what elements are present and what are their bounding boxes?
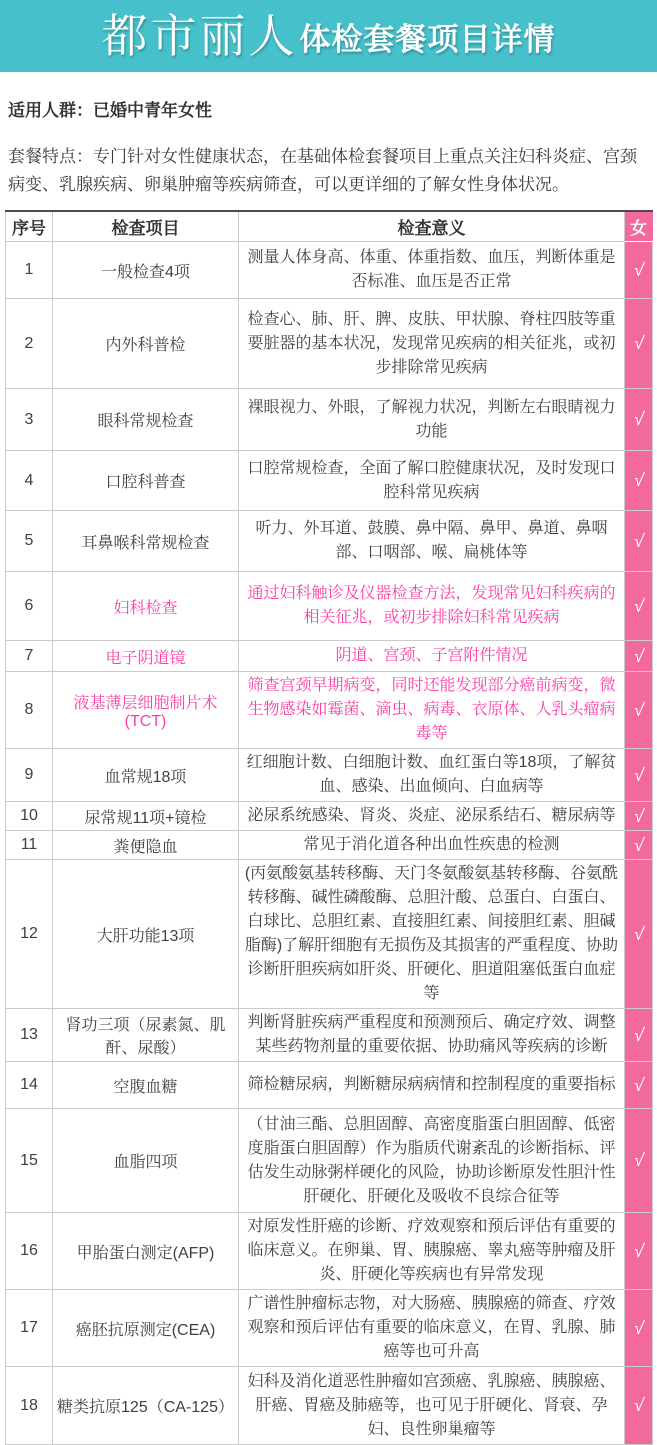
check-cell [625,299,653,389]
check-icon: √ [632,805,645,826]
row-number-cell: 6 [6,572,53,641]
meaning-cell: 裸眼视力、外眼，了解视力状况，判断左右眼睛视力功能 [239,389,625,451]
check-icon: √ [632,699,645,720]
column-header-number: 序号 [6,211,53,242]
check-icon: √ [632,1150,645,1171]
table-header-row [6,211,653,242]
meaning-cell: 测量人体身高、体重、体重指数、血压，判断体重是否标准、血压是否正常 [239,242,625,299]
check-cell [625,1109,653,1213]
intro-section [0,96,657,198]
item-name-cell: 妇科检查 [53,572,239,641]
row-number-cell: 7 [6,641,53,672]
check-icon: √ [632,470,645,491]
check-cell [625,242,653,299]
check-icon: √ [632,530,645,551]
table-row [6,802,653,831]
meaning-cell: 广谱性肿瘤标志物，对大肠癌、胰腺癌的筛查、疗效观察和预后评估有重要的临床意义，在胃、乳腺、肺癌等也可升高 [239,1290,625,1367]
item-name-cell: 一般检查4项 [53,242,239,299]
check-cell [625,749,653,802]
row-number-cell: 13 [6,1009,53,1062]
table-row [6,451,653,511]
check-icon: √ [632,1395,645,1416]
meaning-cell: 判断肾脏疾病严重程度和预测预后、确定疗效、调整某些药物剂量的重要依据、协助痛风等疾病的诊断 [239,1009,625,1062]
row-number-cell: 4 [6,451,53,511]
meaning-cell: 筛检糖尿病，判断糖尿病病情和控制程度的重要指标 [239,1062,625,1109]
audience-line [8,96,649,121]
row-number-cell: 16 [6,1213,53,1290]
meaning-cell: 检查心、肺、肝、脾、皮肤、甲状腺、脊柱四肢等重要脏器的基本状况，发现常见疾病的相关征兆，或初步排除常见疾病 [239,299,625,389]
check-cell [625,802,653,831]
row-number-cell: 9 [6,749,53,802]
item-name-cell: 血常规18项 [53,749,239,802]
table-row [6,1109,653,1213]
exam-items-table [5,210,653,1445]
row-number-cell: 5 [6,511,53,572]
table-row [6,1290,653,1367]
check-cell [625,572,653,641]
features-paragraph [8,143,649,198]
meaning-cell: 听力、外耳道、鼓膜、鼻中隔、鼻甲、鼻道、鼻咽部、口咽部、喉、扁桃体等 [239,511,625,572]
table-row [6,299,653,389]
brand-title: 都市丽人 [101,10,298,62]
item-name-cell: 大肝功能13项 [53,860,239,1009]
item-name-cell: 内外科普检 [53,299,239,389]
item-name-cell: 电子阴道镜 [53,641,239,672]
table-row [6,1062,653,1109]
meaning-cell: 通过妇科触诊及仪器检查方法，发现常见妇科疾病的相关征兆，或初步排除妇科常见疾病 [239,572,625,641]
check-icon: √ [632,1024,645,1045]
row-number-cell: 3 [6,389,53,451]
row-number-cell: 18 [6,1367,53,1445]
check-cell [625,1213,653,1290]
row-number-cell: 11 [6,831,53,860]
row-number-cell: 1 [6,242,53,299]
check-cell [625,860,653,1009]
check-icon: √ [632,333,645,354]
check-cell [625,389,653,451]
check-icon: √ [632,764,645,785]
check-cell [625,641,653,672]
meaning-cell: 泌尿系统感染、肾炎、炎症、泌尿系结石、糖尿病等 [239,802,625,831]
row-number-cell: 12 [6,860,53,1009]
item-name-cell: 耳鼻喉科常规检查 [53,511,239,572]
check-icon: √ [632,834,645,855]
exam-table-body [6,242,653,1445]
item-name-cell: 眼科常规检查 [53,389,239,451]
meaning-cell: 常见于消化道各种出血性疾患的检测 [239,831,625,860]
table-row [6,641,653,672]
table-row [6,1213,653,1290]
table-row [6,389,653,451]
item-name-cell: 癌胚抗原测定(CEA) [53,1290,239,1367]
row-number-cell: 14 [6,1062,53,1109]
audience-value: 已婚中青年女性 [93,101,212,120]
meaning-cell: （甘油三酯、总胆固醇、高密度脂蛋白胆固醇、低密度脂蛋白胆固醇）作为脂质代谢紊乱的诊断指标、评估发生动脉粥样硬化的风险，协助诊断原发性胆汁性肝硬化、肝硬化及吸收不良综合征等 [239,1109,625,1213]
meaning-cell: 对原发性肝癌的诊断、疗效观察和预后评估有重要的临床意义。在卵巢、胃、胰腺癌、睾丸癌等肿瘤及肝炎、肝硬化等疾病也有异常发现 [239,1213,625,1290]
audience-label: 适用人群： [8,101,93,120]
table-row [6,572,653,641]
meaning-cell: 阴道、宫颈、子宫附件情况 [239,641,625,672]
table-row [6,749,653,802]
row-number-cell: 17 [6,1290,53,1367]
row-number-cell: 2 [6,299,53,389]
check-icon: √ [632,259,645,280]
page-title: 体检套餐项目详情 [299,21,556,57]
check-icon: √ [632,923,645,944]
item-name-cell: 甲胎蛋白测定(AFP) [53,1213,239,1290]
check-cell [625,1009,653,1062]
check-cell [625,672,653,749]
item-name-cell: 粪便隐血 [53,831,239,860]
check-cell [625,451,653,511]
column-header-female: 女 [625,211,653,242]
meaning-cell: 妇科及消化道恶性肿瘤如宫颈癌、乳腺癌、胰腺癌、肝癌、胃癌及肺癌等，也可见于肝硬化、肾衰、孕妇、良性卵巢瘤等 [239,1367,625,1445]
check-icon: √ [632,409,645,430]
check-cell [625,1062,653,1109]
check-cell [625,1367,653,1445]
meaning-cell: 筛查宫颈早期病变，同时还能发现部分癌前病变，微生物感染如霉菌、滴虫、病毒、衣原体、人乳头瘤病毒等 [239,672,625,749]
check-cell [625,511,653,572]
check-icon: √ [632,595,645,616]
table-row [6,860,653,1009]
item-name-cell: 空腹血糖 [53,1062,239,1109]
table-row [6,672,653,749]
row-number-cell: 8 [6,672,53,749]
row-number-cell: 10 [6,802,53,831]
row-number-cell: 15 [6,1109,53,1213]
check-icon: √ [632,1074,645,1095]
table-row [6,831,653,860]
item-name-cell: 口腔科普查 [53,451,239,511]
table-row [6,511,653,572]
features-label: 套餐特点： [8,147,93,166]
table-row [6,242,653,299]
check-icon: √ [632,1240,645,1261]
check-cell [625,1290,653,1367]
meaning-cell: 红细胞计数、白细胞计数、血红蛋白等18项，了解贫血、感染、出血倾向、白血病等 [239,749,625,802]
features-text: 专门针对女性健康状态，在基础体检套餐项目上重点关注妇科炎症、宫颈病变、乳腺疾病、卵巢肿瘤等疾病筛查，可以更详细的了解女性身体状况。 [8,147,637,194]
check-icon: √ [632,645,645,666]
item-name-cell: 血脂四项 [53,1109,239,1213]
meaning-cell: (丙氨酸氨基转移酶、天门冬氨酸氨基转移酶、谷氨酰转移酶、碱性磷酸酶、总胆汁酸、总蛋白、白蛋白、白球比、总胆红素、直接胆红素、间接胆红素、胆碱脂酶)了解肝细胞有无损伤及其损害的严重程度、协助诊断肝胆疾病如肝炎、肝硬化、胆道阻塞低蛋白血症等 [239,860,625,1009]
check-cell [625,831,653,860]
item-name-cell: 肾功三项（尿素氮、肌酐、尿酸） [53,1009,239,1062]
column-header-meaning: 检查意义 [239,211,625,242]
meaning-cell: 口腔常规检查，全面了解口腔健康状况，及时发现口腔科常见疾病 [239,451,625,511]
item-name-cell: 糖类抗原125（CA-125） [53,1367,239,1445]
check-icon: √ [632,1317,645,1338]
column-header-item: 检查项目 [53,211,239,242]
item-name-cell: 液基薄层细胞制片术(TCT) [53,672,239,749]
title-banner [0,0,657,72]
item-name-cell: 尿常规11项+镜检 [53,802,239,831]
table-row [6,1367,653,1445]
table-row [6,1009,653,1062]
